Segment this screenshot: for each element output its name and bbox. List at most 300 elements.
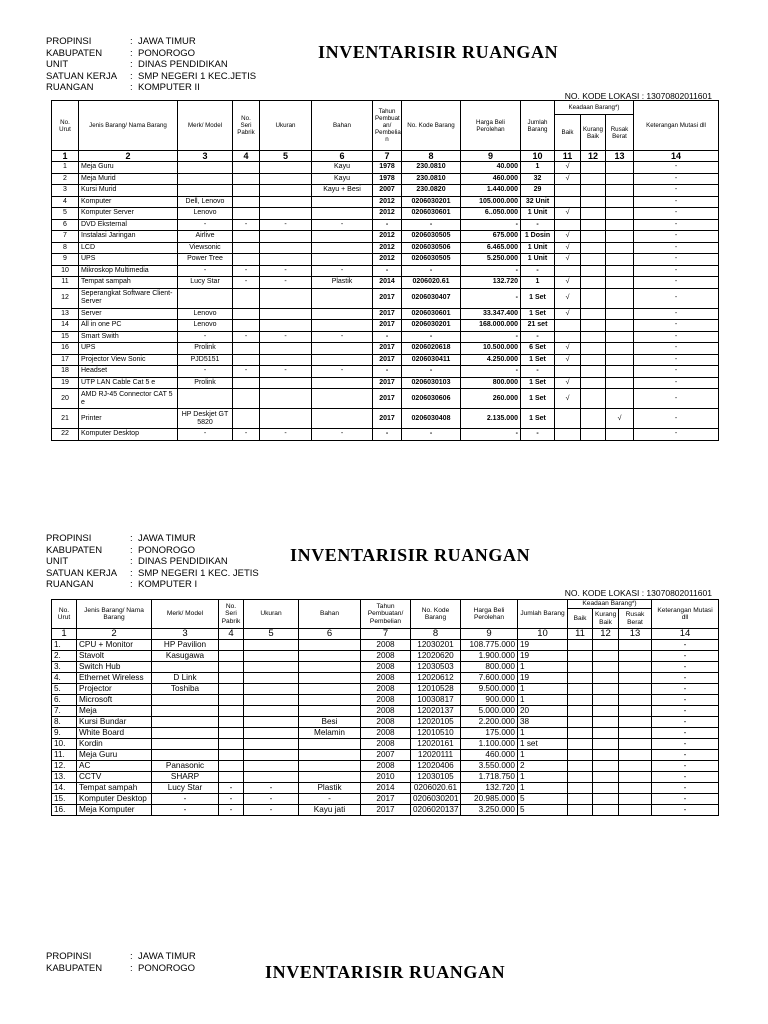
meta-kabupaten: KABUPATEN : PONOROGO	[46, 962, 196, 974]
cell-no: 12	[52, 288, 79, 308]
cell-no: 14.	[52, 783, 77, 794]
cell-harga: 675.000	[461, 231, 521, 243]
cell-no: 5	[52, 208, 79, 220]
table-row	[52, 343, 719, 355]
cell-baik	[555, 185, 581, 197]
cell-jenis: CPU + Monitor	[77, 640, 152, 651]
cell-merk: Lenovo	[178, 208, 233, 220]
cell-jenis: Komputer Server	[79, 208, 178, 220]
cell-jumlah: 32 Unit	[521, 196, 555, 208]
col-header-keadaan: Keadaan Barang*)	[568, 600, 652, 609]
cell-rusak-berat	[619, 750, 652, 761]
cell-no: 5.	[52, 684, 77, 695]
cell-tahun: 2012	[373, 208, 402, 220]
cell-baik	[568, 783, 593, 794]
cell-merk: D Link	[152, 673, 219, 684]
cell-ukuran: -	[244, 783, 299, 794]
cell-merk: Prolink	[178, 377, 233, 389]
cell-jumlah: -	[521, 331, 555, 343]
cell-kurang-baik	[593, 706, 619, 717]
cell-tahun: 2008	[361, 706, 411, 717]
cell-rusak-berat	[619, 772, 652, 783]
cell-bahan	[299, 651, 361, 662]
cell-ukuran: -	[260, 331, 312, 343]
cell-tahun: 2014	[361, 783, 411, 794]
cell-kurang-baik	[593, 684, 619, 695]
cell-kurang-baik	[581, 331, 606, 343]
cell-rusak-berat	[606, 231, 634, 243]
cell-kode: -	[402, 219, 461, 231]
cell-baik	[568, 662, 593, 673]
cell-keterangan: -	[652, 728, 719, 739]
column-number: 6	[299, 629, 361, 640]
cell-ukuran	[260, 173, 312, 185]
table-row	[52, 185, 719, 197]
cell-keterangan: -	[652, 706, 719, 717]
cell-jenis: Stavolt	[77, 651, 152, 662]
cell-harga: -	[461, 429, 521, 441]
cell-seri	[233, 231, 260, 243]
cell-tahun: 2007	[361, 750, 411, 761]
cell-jenis: Projector	[77, 684, 152, 695]
cell-seri	[233, 343, 260, 355]
cell-kurang-baik	[593, 717, 619, 728]
cell-harga: 1.718.750	[461, 772, 518, 783]
cell-keterangan: -	[652, 805, 719, 816]
cell-ukuran	[260, 254, 312, 266]
cell-ukuran	[244, 761, 299, 772]
cell-harga: 260.000	[461, 389, 521, 409]
cell-merk: HP Pavilion	[152, 640, 219, 651]
table-row	[52, 277, 719, 289]
cell-harga: -	[461, 219, 521, 231]
cell-kurang-baik	[581, 242, 606, 254]
cell-kurang-baik	[593, 772, 619, 783]
cell-bahan: -	[312, 265, 373, 277]
cell-tahun: 2017	[373, 389, 402, 409]
cell-baik	[568, 739, 593, 750]
cell-harga: 105.000.000	[461, 196, 521, 208]
cell-tahun: 2008	[361, 717, 411, 728]
cell-tahun: 2017	[373, 320, 402, 332]
cell-seri	[233, 389, 260, 409]
table-row	[52, 208, 719, 220]
cell-jumlah: 1 Set	[521, 308, 555, 320]
meta-block	[46, 533, 259, 591]
cell-jenis: AC	[77, 761, 152, 772]
cell-bahan: -	[312, 429, 373, 441]
cell-ukuran	[244, 695, 299, 706]
cell-seri	[219, 772, 244, 783]
cell-kode: -	[402, 366, 461, 378]
cell-baik	[568, 805, 593, 816]
cell-kurang-baik	[581, 277, 606, 289]
table-row	[52, 354, 719, 366]
cell-merk: Toshiba	[152, 684, 219, 695]
cell-jumlah: 6 Set	[521, 343, 555, 355]
col-header-jenis: Jenis Barang/ Nama Barang	[77, 600, 152, 629]
cell-ukuran	[244, 706, 299, 717]
cell-ukuran	[244, 673, 299, 684]
cell-harga: 5.000.000	[461, 706, 518, 717]
column-number: 4	[219, 629, 244, 640]
table-row	[52, 366, 719, 378]
cell-kurang-baik	[593, 728, 619, 739]
column-number: 9	[461, 151, 521, 162]
meta-ruangan: RUANGAN : KOMPUTER I	[46, 579, 198, 591]
cell-seri	[233, 288, 260, 308]
cell-rusak-berat	[619, 717, 652, 728]
table-row	[52, 331, 719, 343]
cell-jumlah: 1 Set	[521, 377, 555, 389]
cell-jenis: Komputer Desktop	[79, 429, 178, 441]
cell-rusak-berat	[619, 695, 652, 706]
table-row	[52, 651, 719, 662]
cell-harga: 132.720	[461, 783, 518, 794]
cell-keterangan: -	[634, 377, 719, 389]
table-row	[52, 231, 719, 243]
cell-merk: Dell, Lenovo	[178, 196, 233, 208]
cell-kurang-baik	[581, 377, 606, 389]
cell-ukuran	[260, 389, 312, 409]
cell-jumlah: 1 Unit	[521, 254, 555, 266]
cell-kurang-baik	[581, 208, 606, 220]
cell-baik: √	[555, 354, 581, 366]
cell-bahan	[299, 739, 361, 750]
cell-seri	[233, 173, 260, 185]
cell-rusak-berat: √	[606, 409, 634, 429]
cell-merk: Lucy Star	[178, 277, 233, 289]
cell-kurang-baik	[581, 231, 606, 243]
cell-harga: -	[461, 366, 521, 378]
cell-seri	[219, 673, 244, 684]
col-header-rusak-berat: Rusak Berat	[606, 115, 634, 151]
cell-seri	[233, 377, 260, 389]
cell-bahan	[299, 640, 361, 651]
cell-merk: -	[178, 265, 233, 277]
cell-bahan: -	[312, 366, 373, 378]
cell-tahun: 2017	[361, 805, 411, 816]
cell-baik: √	[555, 288, 581, 308]
cell-no: 11.	[52, 750, 77, 761]
col-header-keterangan: Keterangan Mutasi dll	[634, 101, 719, 151]
cell-keterangan: -	[634, 343, 719, 355]
cell-rusak-berat	[606, 308, 634, 320]
cell-tahun: 2007	[373, 185, 402, 197]
cell-seri	[233, 320, 260, 332]
cell-harga: 900.000	[461, 695, 518, 706]
cell-seri	[219, 717, 244, 728]
table-row	[52, 794, 719, 805]
cell-jumlah: 1	[518, 684, 568, 695]
cell-bahan: -	[312, 219, 373, 231]
cell-rusak-berat	[619, 684, 652, 695]
cell-harga: 10.500.000	[461, 343, 521, 355]
cell-ukuran	[244, 750, 299, 761]
cell-jumlah: 1	[518, 695, 568, 706]
cell-jenis: UPS	[79, 254, 178, 266]
cell-kurang-baik	[593, 695, 619, 706]
cell-tahun: 2017	[373, 288, 402, 308]
cell-tahun: 2008	[361, 684, 411, 695]
col-header-tahun: Tahun Pembuat an/ Pembelia n	[373, 101, 402, 151]
cell-rusak-berat	[619, 673, 652, 684]
cell-baik	[555, 366, 581, 378]
cell-keterangan: -	[652, 673, 719, 684]
cell-keterangan: -	[634, 196, 719, 208]
cell-kurang-baik	[581, 366, 606, 378]
cell-jenis: CCTV	[77, 772, 152, 783]
cell-kode: -	[402, 429, 461, 441]
cell-kode: 0206030505	[402, 254, 461, 266]
cell-keterangan: -	[652, 684, 719, 695]
cell-seri: -	[233, 366, 260, 378]
cell-merk	[178, 389, 233, 409]
cell-jumlah: 5	[518, 805, 568, 816]
cell-kurang-baik	[593, 739, 619, 750]
table-row	[52, 739, 719, 750]
col-header-baik: Baik	[568, 609, 593, 629]
cell-ukuran: -	[244, 794, 299, 805]
cell-rusak-berat	[619, 651, 652, 662]
cell-rusak-berat	[619, 761, 652, 772]
cell-ukuran	[244, 728, 299, 739]
cell-no: 14	[52, 320, 79, 332]
cell-jumlah: 29	[521, 185, 555, 197]
column-number: 10	[521, 151, 555, 162]
cell-ukuran: -	[260, 366, 312, 378]
cell-rusak-berat	[619, 706, 652, 717]
cell-ukuran	[260, 320, 312, 332]
meta-propinsi: PROPINSI : JAWA TIMUR	[46, 951, 196, 962]
cell-kurang-baik	[593, 640, 619, 651]
cell-jenis: Meja Guru	[77, 750, 152, 761]
cell-no: 4.	[52, 673, 77, 684]
cell-rusak-berat	[606, 162, 634, 174]
cell-merk	[152, 717, 219, 728]
cell-rusak-berat	[606, 277, 634, 289]
column-number: 2	[77, 629, 152, 640]
cell-kode: 12020111	[411, 750, 461, 761]
cell-seri	[219, 640, 244, 651]
table-row	[52, 242, 719, 254]
cell-no: 3.	[52, 662, 77, 673]
cell-keterangan: -	[634, 354, 719, 366]
col-header-keterangan: Keterangan Mutasi dll	[652, 600, 719, 629]
cell-merk: -	[152, 805, 219, 816]
cell-ukuran	[260, 343, 312, 355]
cell-jumlah: -	[521, 219, 555, 231]
inventory-table-1	[51, 100, 719, 441]
cell-tahun: 2017	[373, 377, 402, 389]
cell-bahan	[299, 673, 361, 684]
col-header-jumlah: Jumlah Barang	[518, 600, 568, 629]
cell-tahun: 2008	[361, 673, 411, 684]
cell-merk: Lucy Star	[152, 783, 219, 794]
cell-baik: √	[555, 242, 581, 254]
table-row	[52, 728, 719, 739]
cell-merk	[152, 728, 219, 739]
cell-kode: 0206030506	[402, 242, 461, 254]
cell-bahan	[299, 772, 361, 783]
cell-tahun: -	[373, 219, 402, 231]
cell-merk	[152, 662, 219, 673]
cell-ukuran	[260, 196, 312, 208]
meta-ruangan: RUANGAN : KOMPUTER II	[46, 82, 200, 94]
cell-rusak-berat	[606, 196, 634, 208]
cell-keterangan: -	[634, 219, 719, 231]
table-row	[52, 429, 719, 441]
cell-merk: PJD5151	[178, 354, 233, 366]
cell-ukuran	[260, 208, 312, 220]
cell-bahan	[312, 196, 373, 208]
cell-kurang-baik	[593, 805, 619, 816]
cell-bahan	[312, 288, 373, 308]
cell-kurang-baik	[593, 794, 619, 805]
cell-seri	[233, 354, 260, 366]
cell-no: 7.	[52, 706, 77, 717]
cell-harga: 1.440.000	[461, 185, 521, 197]
cell-tahun: 2008	[361, 761, 411, 772]
cell-keterangan: -	[634, 288, 719, 308]
col-header-tahun: Tahun Pembuatan/ Pembelian	[361, 600, 411, 629]
cell-tahun: 2017	[373, 354, 402, 366]
col-header-no: No. Urut	[52, 600, 77, 629]
cell-jenis: Projector View Sonic	[79, 354, 178, 366]
cell-kurang-baik	[593, 651, 619, 662]
cell-harga: 4.250.000	[461, 354, 521, 366]
cell-rusak-berat	[606, 219, 634, 231]
meta-propinsi: PROPINSI : JAWA TIMUR	[46, 36, 196, 47]
cell-jenis: Smart Swith	[79, 331, 178, 343]
cell-no: 20	[52, 389, 79, 409]
cell-seri	[219, 695, 244, 706]
cell-seri	[233, 162, 260, 174]
cell-bahan	[312, 208, 373, 220]
cell-harga: 460.000	[461, 173, 521, 185]
cell-keterangan: -	[652, 772, 719, 783]
cell-ukuran	[260, 288, 312, 308]
cell-seri	[233, 254, 260, 266]
cell-seri	[233, 185, 260, 197]
cell-keterangan: -	[634, 208, 719, 220]
col-header-kode: No. Kode Barang	[402, 101, 461, 151]
cell-ukuran	[260, 308, 312, 320]
cell-kurang-baik	[593, 750, 619, 761]
cell-bahan: Kayu	[312, 162, 373, 174]
table-row	[52, 684, 719, 695]
cell-ukuran	[244, 651, 299, 662]
column-number: 3	[178, 151, 233, 162]
cell-no: 10.	[52, 739, 77, 750]
cell-jenis: LCD	[79, 242, 178, 254]
col-header-jenis: Jenis Barang/ Nama Barang	[79, 101, 178, 151]
table-row	[52, 409, 719, 429]
cell-merk	[152, 739, 219, 750]
meta-kabupaten: KABUPATEN : PONOROGO	[46, 544, 196, 556]
cell-baik	[568, 684, 593, 695]
cell-baik: √	[555, 389, 581, 409]
col-header-harga: Harga Beli Perolehan	[461, 101, 521, 151]
cell-keterangan: -	[652, 662, 719, 673]
cell-keterangan: -	[634, 277, 719, 289]
cell-baik	[568, 794, 593, 805]
cell-kode: 0206020.61	[411, 783, 461, 794]
cell-baik	[568, 717, 593, 728]
inventory-table-2	[51, 599, 719, 816]
cell-keterangan: -	[652, 794, 719, 805]
cell-kode: 0206030601	[402, 208, 461, 220]
cell-jumlah: -	[521, 366, 555, 378]
column-number: 9	[461, 629, 518, 640]
cell-jumlah: 5	[518, 794, 568, 805]
cell-ukuran: -	[260, 429, 312, 441]
cell-keterangan: -	[634, 173, 719, 185]
cell-jumlah: 1	[518, 728, 568, 739]
meta-unit: UNIT : DINAS PENDIDIKAN	[46, 556, 228, 568]
table-row	[52, 254, 719, 266]
cell-harga: -	[461, 288, 521, 308]
cell-jumlah: 1 Set	[521, 409, 555, 429]
cell-rusak-berat	[619, 805, 652, 816]
cell-jumlah: 1	[521, 162, 555, 174]
table-row	[52, 805, 719, 816]
cell-keterangan: -	[634, 231, 719, 243]
cell-jenis: AMD RJ-45 Connector CAT 5 e	[79, 389, 178, 409]
cell-rusak-berat	[606, 242, 634, 254]
cell-no: 8	[52, 242, 79, 254]
number-row	[52, 151, 719, 162]
cell-jumlah: 1	[518, 662, 568, 673]
table-row	[52, 377, 719, 389]
cell-harga: 7.600.000	[461, 673, 518, 684]
cell-kode: 0206030411	[402, 354, 461, 366]
cell-kurang-baik	[581, 354, 606, 366]
cell-keterangan: -	[634, 162, 719, 174]
column-number: 13	[619, 629, 652, 640]
cell-seri	[233, 196, 260, 208]
column-number: 12	[593, 629, 619, 640]
cell-rusak-berat	[619, 640, 652, 651]
cell-merk: -	[152, 794, 219, 805]
cell-bahan: Kayu + Besi	[312, 185, 373, 197]
table-row	[52, 706, 719, 717]
cell-seri	[219, 651, 244, 662]
cell-baik	[568, 651, 593, 662]
cell-kurang-baik	[593, 662, 619, 673]
cell-jenis: Server	[79, 308, 178, 320]
page-title: INVENTARISIR RUANGAN	[318, 42, 559, 62]
cell-seri	[219, 728, 244, 739]
cell-jumlah: 19	[518, 640, 568, 651]
cell-baik	[555, 196, 581, 208]
cell-seri	[219, 750, 244, 761]
cell-tahun: 2008	[361, 662, 411, 673]
cell-tahun: -	[373, 366, 402, 378]
cell-rusak-berat	[606, 208, 634, 220]
cell-bahan: Kayu jati	[299, 805, 361, 816]
cell-seri	[219, 761, 244, 772]
cell-bahan	[312, 354, 373, 366]
cell-baik	[568, 772, 593, 783]
cell-bahan: Kayu	[312, 173, 373, 185]
cell-jenis: Kordin	[77, 739, 152, 750]
cell-jumlah: 1 set	[518, 739, 568, 750]
col-header-kode: No. Kode Barang	[411, 600, 461, 629]
cell-jenis: Printer	[79, 409, 178, 429]
cell-rusak-berat	[606, 389, 634, 409]
cell-baik: √	[555, 254, 581, 266]
